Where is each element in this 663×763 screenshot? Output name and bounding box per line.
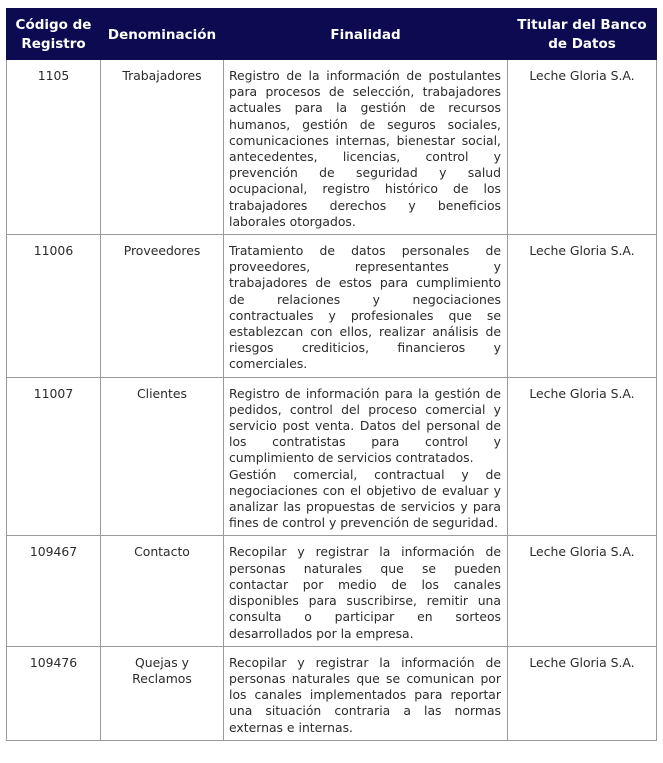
denominacion-cell: Clientes (101, 377, 224, 536)
finalidad-cell (224, 377, 508, 536)
finalidad-cell (224, 536, 508, 646)
denominacion-cell: Proveedores (101, 235, 224, 378)
titular-cell: Leche Gloria S.A. (508, 536, 657, 646)
finalidad-paragraph: Registro de la información de postulantes para procesos de selección, trabajadores actuales para la gestión de recursos humanos, gestión de seguros sociales, comunicaciones internas, bienestar social, antecedentes, licencias, control y prevención de seguridad y salud ocupacional, registro histórico de los trabajadores derechos y beneficios laborales otorgados. (229, 68, 501, 229)
table-row (7, 60, 657, 235)
denominacion-cell: Contacto (101, 536, 224, 646)
codigo-cell: 109476 (7, 646, 101, 740)
titular-cell: Leche Gloria S.A. (508, 60, 657, 235)
header-codigo: Código de Registro (7, 9, 101, 60)
finalidad-paragraph: Tratamiento de datos personales de proveedores, representantes y trabajadores de estos para cumplimiento de relaciones y negociaciones contractuales y profesionales que se establezcan con ellos, realizar análisis de riesgos crediticios, financieros y comerciales. (229, 243, 501, 372)
header-row (7, 9, 657, 60)
table-row (7, 235, 657, 378)
finalidad-cell (224, 60, 508, 235)
finalidad-paragraph: Registro de información para la gestión de pedidos, control del proceso comercial y servicio post venta. Datos del personal de los contratistas para control y cumplimiento de servicios contratados. (229, 385, 501, 466)
titular-cell: Leche Gloria S.A. (508, 377, 657, 536)
codigo-cell: 11006 (7, 235, 101, 378)
denominacion-cell: Trabajadores (101, 60, 224, 235)
header-denominacion: Denominación (101, 9, 224, 60)
table-row (7, 377, 657, 536)
finalidad-cell (224, 646, 508, 740)
titular-cell: Leche Gloria S.A. (508, 235, 657, 378)
denominacion-cell: Quejas y Reclamos (101, 646, 224, 740)
codigo-cell: 109467 (7, 536, 101, 646)
finalidad-paragraph: Gestión comercial, contractual y de negociaciones con el objetivo de evaluar y analizar las propuestas de servicios y para fines de control y prevención de seguridad. (229, 466, 501, 531)
table-row (7, 646, 657, 740)
titular-cell: Leche Gloria S.A. (508, 646, 657, 740)
finalidad-paragraph: Recopilar y registrar la información de personas naturales que se comunican por los canales implementados para reportar una situación contraria a las normas externas e internas. (229, 654, 501, 735)
header-finalidad: Finalidad (224, 9, 508, 60)
codigo-cell: 1105 (7, 60, 101, 235)
table-row (7, 536, 657, 646)
codigo-cell: 11007 (7, 377, 101, 536)
finalidad-paragraph: Recopilar y registrar la información de personas naturales que se pueden contactar por medio de los canales disponibles para suscribirse, remitir una consulta o participar en sorteos desarrollados por la empresa. (229, 544, 501, 641)
finalidad-cell (224, 235, 508, 378)
banco-datos-table (6, 8, 657, 741)
header-titular: Titular del Banco de Datos (508, 9, 657, 60)
